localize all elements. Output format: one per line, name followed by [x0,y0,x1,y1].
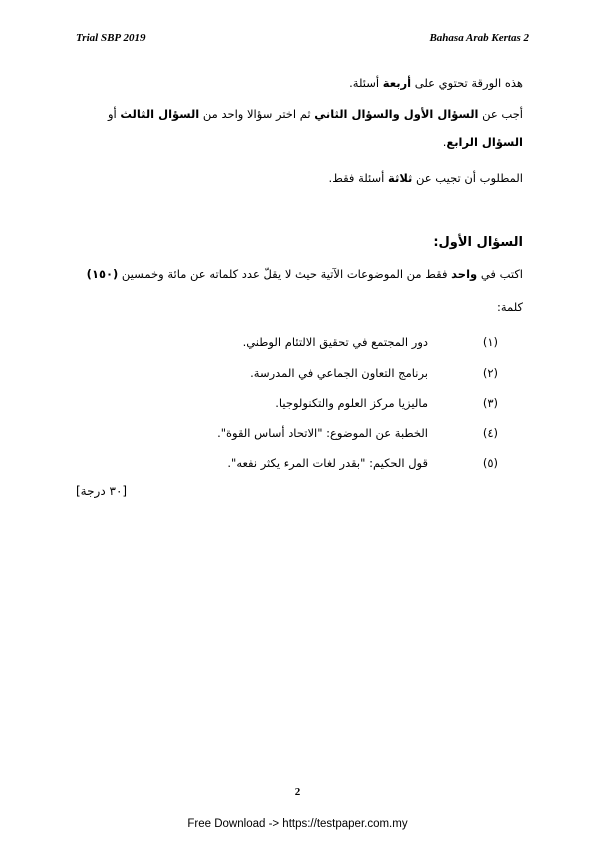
topic-number: (٥) [482,456,498,470]
topic-text: الخطبة عن الموضوع: "الاتحاد أساس القوة". [217,426,428,440]
marks-label: [٣٠ درجة] [76,484,128,498]
topic-number: (١) [482,335,498,349]
topic-item [198,366,498,380]
topic-text: برنامج التعاون الجماعي في المدرسة. [250,366,428,380]
topic-item [198,396,498,410]
topic-text: ماليزيا مركز العلوم والتكنولوجيا. [275,396,428,410]
topic-text: دور المجتمع في تحقيق الالتئام الوطني. [242,335,428,349]
instruction-line-3: المطلوب أن تجيب عن ثلاثة أسئلة فقط. [328,171,523,185]
topic-number: (٤) [482,426,498,440]
question-text-end: كلمة: [497,300,523,314]
instruction-line-2: أجب عن السؤال الأول والسؤال الثاني ثم اختر سؤالا واحد من السؤال الثالث أو السؤال الرابع. [107,107,523,149]
topic-text: قول الحكيم: "بقدر لغات المرء يكثر نفعه". [227,456,428,470]
question-title: السؤال الأول: [433,235,523,250]
topic-item [198,456,498,470]
topic-number: (٢) [482,366,498,380]
header-right: Bahasa Arab Kertas 2 [429,32,529,44]
page-number: 2 [294,786,301,798]
instruction-line-1: هذه الورقة تحتوي على أربعة أسئلة. [349,76,523,90]
header-left: Trial SBP 2019 [76,32,146,44]
topic-item [198,426,498,440]
topic-item [198,335,498,349]
question-text: اكتب في واحد فقط من الموضوعات الآتية حيث لا يقلّ عدد كلماته عن مائة وخمسين (١٥٠) [86,267,523,281]
footer-download-link[interactable]: Free Download -> https://testpaper.com.my [187,818,408,830]
topic-number: (٣) [482,396,498,410]
